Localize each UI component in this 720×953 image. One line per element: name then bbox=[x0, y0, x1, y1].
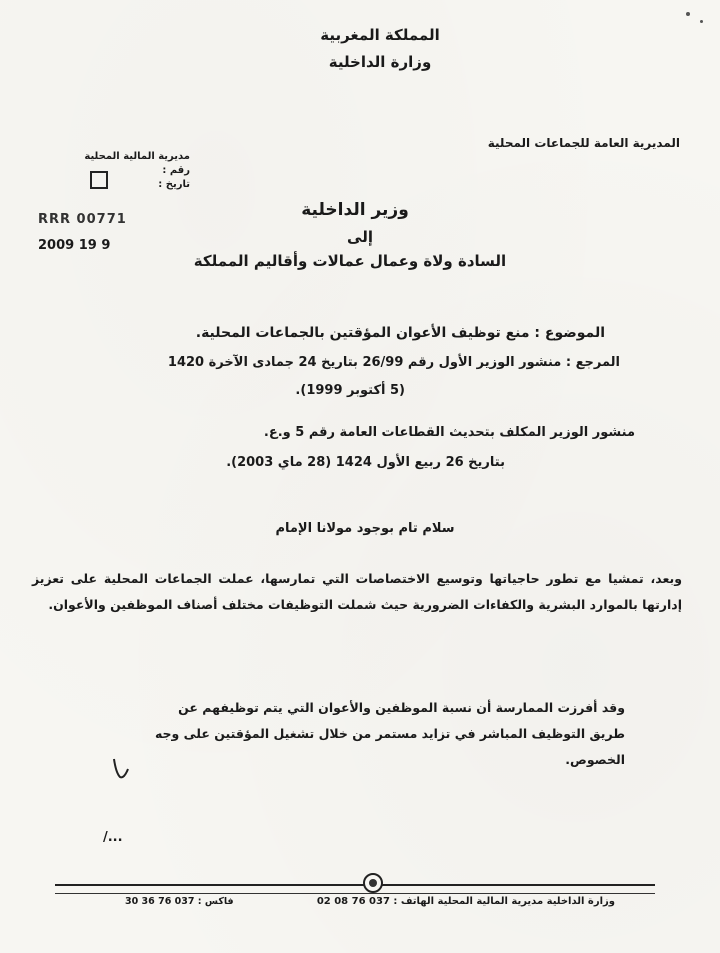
sender-title: وزير الداخلية bbox=[301, 200, 409, 220]
reference-number: RRR 00771 bbox=[38, 212, 127, 227]
letter-date: 2009 19 9 bbox=[38, 238, 111, 253]
circular-line-2: بتاريخ 26 ربيع الأول 1424 (28 ماي 2003). bbox=[226, 455, 505, 470]
emblem-icon bbox=[362, 872, 384, 894]
initials-mark-icon bbox=[110, 755, 134, 781]
body-paragraph-1: وبعد، تمشيا مع تطور حاجياتها وتوسيع الاختصاصات التي تمارسها، عملت الجماعات المحلية على تعزيز إدارتها بالموارد البشرية والكفاءات الضرورية حيث شملت التوظيفات مختلف أصناف الموظفين والأعوان. bbox=[32, 571, 682, 612]
footer-address: وزارة الداخلية مديرية المالية المحلية الهاتف : 037 76 08 02 bbox=[316, 896, 615, 907]
scan-speck bbox=[700, 20, 703, 23]
ministry-heading: وزارة الداخلية bbox=[328, 53, 432, 71]
circular-line-1: منشور الوزير المكلف بتحديث القطاعات العامة رقم 5 و.ع. bbox=[263, 425, 635, 440]
salutation: سلام تام بوجود مولانا الإمام bbox=[275, 521, 455, 536]
kingdom-heading: المملكة المغربية bbox=[320, 26, 440, 44]
continuation-mark: /... bbox=[103, 830, 123, 845]
number-label: رقم : bbox=[162, 165, 190, 176]
reference-line-2: (5 أكتوبر 1999). bbox=[295, 383, 405, 398]
stamp-box bbox=[90, 171, 108, 189]
body-paragraph-2-line-3: الخصوص. bbox=[565, 752, 625, 767]
body-paragraph-2-line-1: وقد أفرزت الممارسة أن نسبة الموظفين والأعوان التي يتم توظيفهم عن bbox=[178, 700, 625, 715]
footer-fax: فاكس : 037 76 36 30 bbox=[125, 896, 234, 907]
subject-line: الموضوع : منع توظيف الأعوان المؤقتين بالجماعات المحلية. bbox=[195, 325, 605, 341]
addressees: السادة ولاة وعمال عمالات وأقاليم المملكة bbox=[193, 252, 507, 270]
reference-line-1: المرجع : منشور الوزير الأول رقم 26/99 بتاريخ 24 جمادى الآخرة 1420 bbox=[167, 355, 620, 370]
footer-rule-bottom bbox=[55, 893, 655, 894]
body-paragraph-2-line-2: طريق التوظيف المباشر في تزايد مستمر من خلال تشغيل المؤقتين على وجه bbox=[154, 726, 625, 741]
directorate-name: مديرية المالية المحلية bbox=[84, 151, 190, 162]
directorate-block bbox=[40, 150, 190, 192]
to-word: إلى bbox=[347, 228, 373, 246]
scan-speck bbox=[686, 12, 690, 16]
footer-rule-top bbox=[55, 884, 655, 886]
date-label: تاريخ : bbox=[158, 179, 190, 190]
directorate-general-label: المديرية العامة للجماعات المحلية bbox=[487, 136, 680, 150]
